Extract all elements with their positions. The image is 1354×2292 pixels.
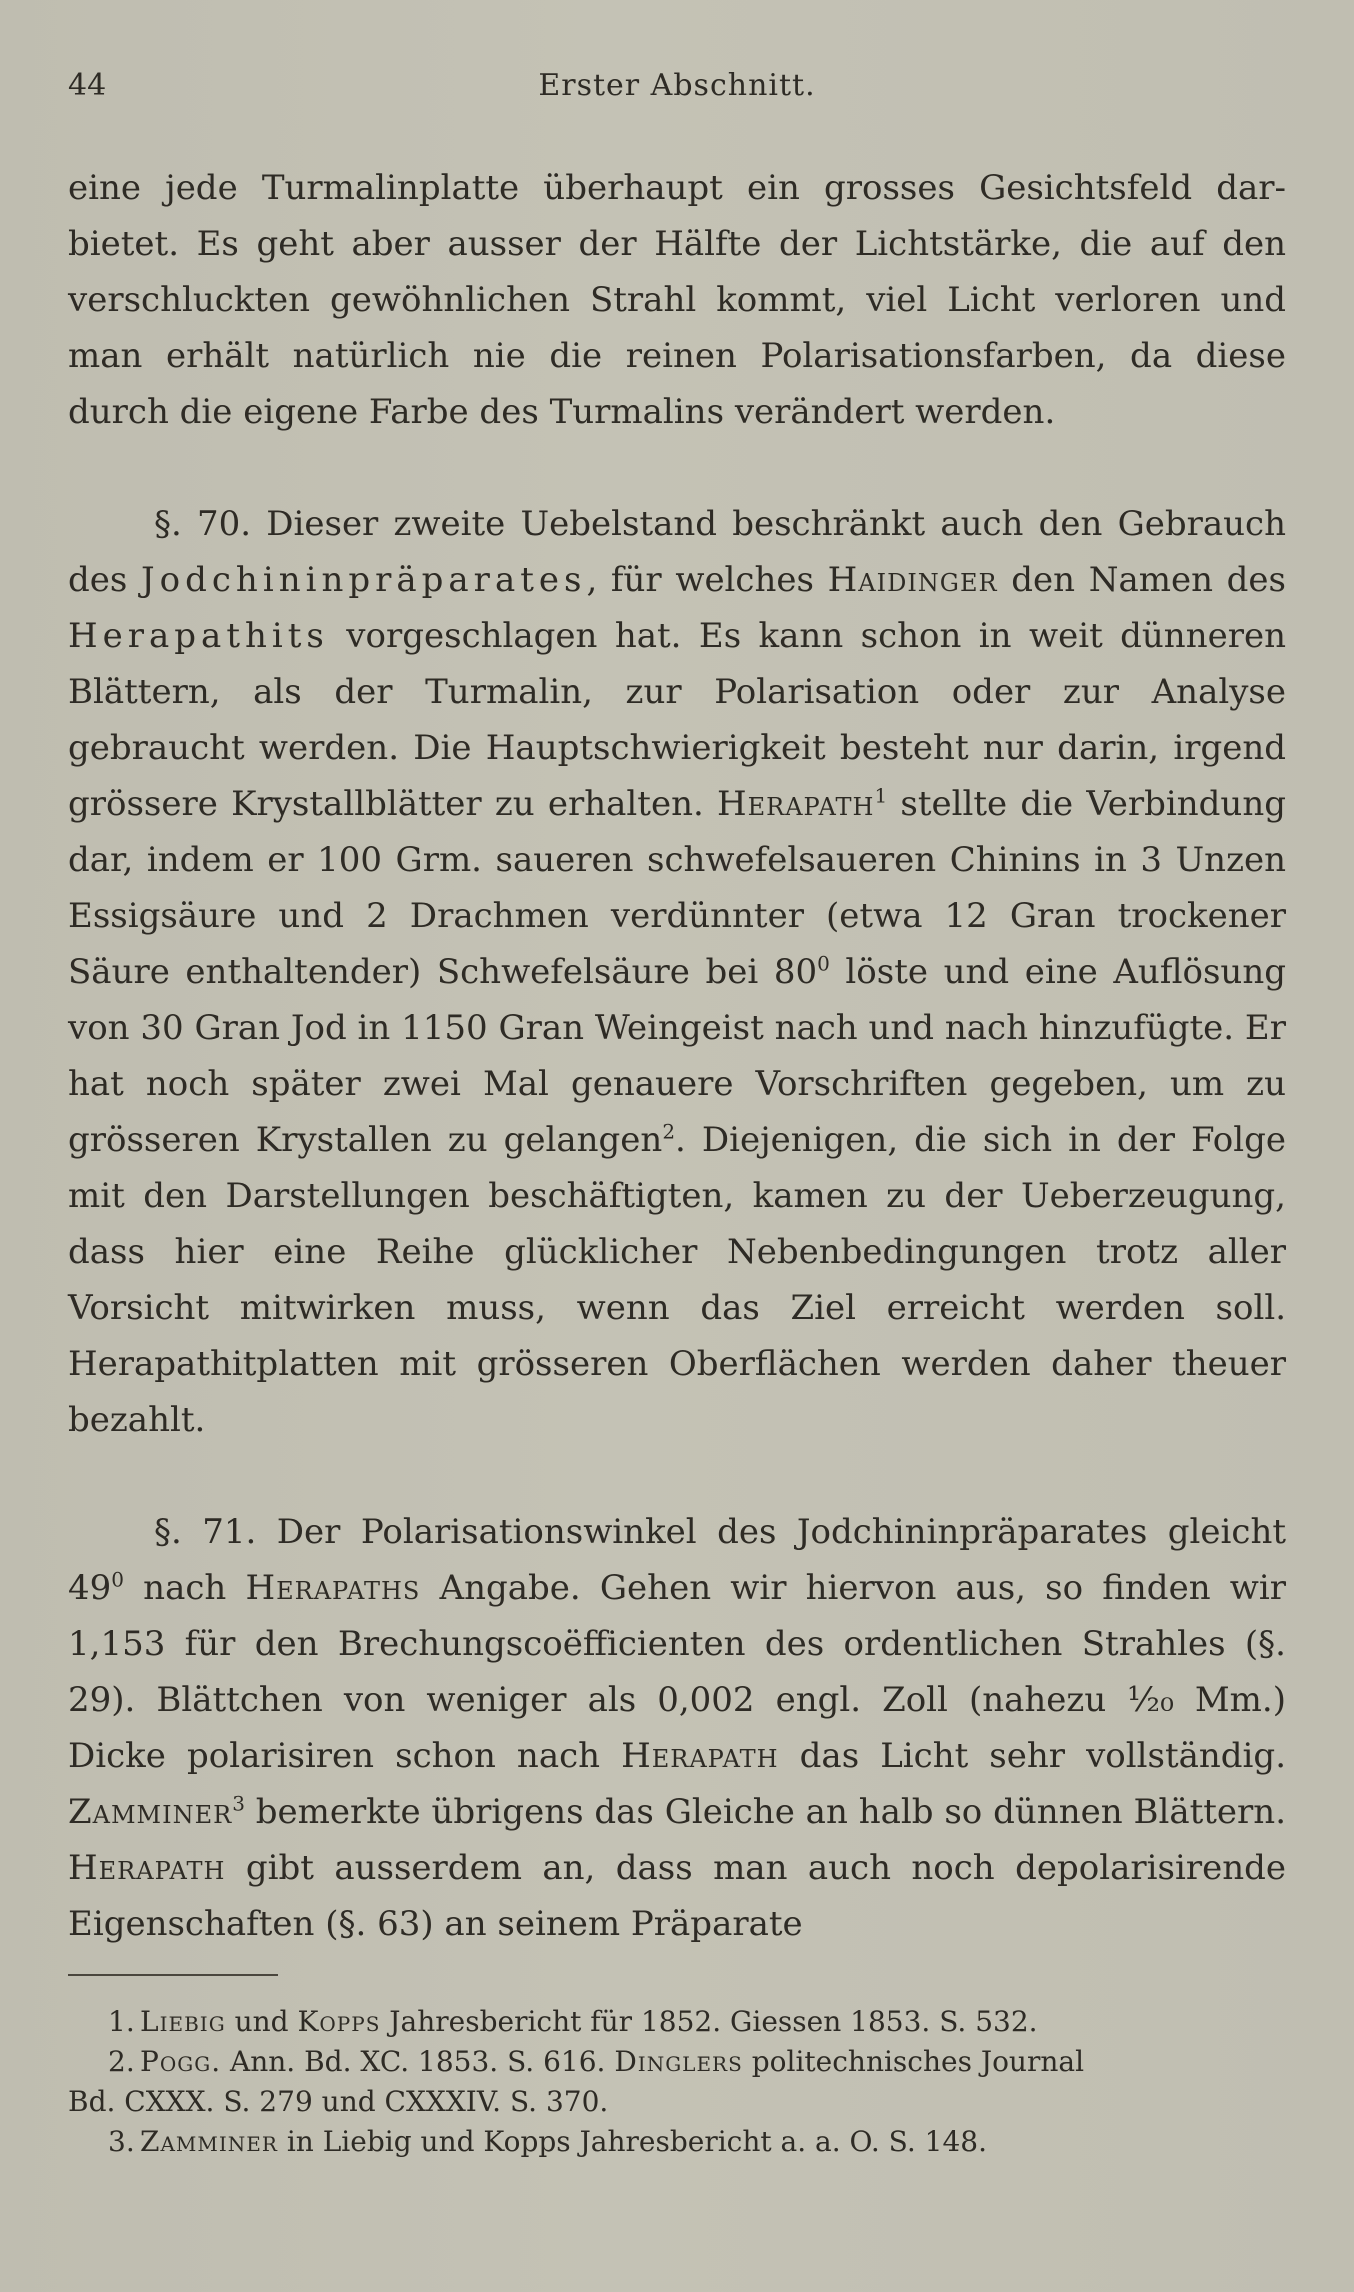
fraction: ¹⁄₂₀ xyxy=(1127,1680,1174,1720)
author-name: Herapath xyxy=(68,1848,226,1888)
paragraph-section-70: §. 70. Dieser zweite Uebelstand beschränkt auch den Gebrauch des Jodchininpräparates, für welches Haidinger den Namen des Herapathits vorgeschlagen hat. Es kann schon in weit dünneren Blättern, als der Turmalin, zur Polarisation oder zur Analyse gebraucht werden. Die Hauptschwierigkeit besteht nur darin, irgend grössere Krystallblätter zu erhalten. Herapath$^1$ stellte die Verbindung dar, indem er 100 Grm. saueren schwefelsaueren Chinins in 3 Unzen Essigsäure und 2 Drachmen verdünnter (etwa 12 Gran trockener Säure enthaltender) Schwefelsäure bei $80^0$ löste und eine Auflösung von 30 Gran Jod in 1150 Gran Weingeist nach und nach hinzufügte. Er hat noch später zwei Mal genauere Vorschriften gegeben, um zu grösseren Krystallen zu gelangen$^2$. Diejenigen, die sich in der Folge mit den Darstellungen beschäftigten, kamen zu der Ueberzeugung, dass hier eine Reihe glücklicher Nebenbedingungen trotz aller Vorsicht mitwirken muss, wenn das Ziel erreicht werden soll. Herapathitplatten mit grösseren Oberflächen werden daher theuer bezahlt. xyxy=(68,504,1287,1440)
body-text xyxy=(68,160,1286,1952)
footnotes xyxy=(68,2002,1286,2162)
footnote-ref[interactable]: 1 xyxy=(874,783,888,808)
footnote-ref[interactable]: 3 xyxy=(232,1791,245,1816)
footnote-2-continuation: Bd. CXXX. S. 279 und CXXXIV. S. 370. xyxy=(68,2085,609,2118)
paragraph-continuation: eine jede Turmalinplatte überhaupt ein grosses Gesichtsfeld darbietet. Es geht aber ausser der Hälfte der Lichtstärke, die auf den verschluckten gewöhnlichen Strahl kommt, viel Licht verloren und man erhält natürlich nie die reinen Polarisationsfarben, da diese durch die eigene Farbe des Turmalins verändert werden. xyxy=(68,168,1286,432)
author-name: Herapaths xyxy=(245,1568,421,1608)
footnote-2: 2. Pogg. Ann. Bd. XC. 1853. S. 616. Dinglers politechnisches Journal xyxy=(108,2045,1085,2078)
author-name: Herapath xyxy=(716,784,875,824)
footnote-ref[interactable]: 2 xyxy=(662,1119,676,1144)
footnote-1: 1. Liebig und Kopps Jahresbericht für 1852. Giessen 1853. S. 532. xyxy=(108,2005,1038,2038)
paragraph-section-71: §. 71. Der Polarisationswinkel des Jodchininpräparates gleicht $49^0$ nach Herapaths Angabe. Gehen wir hiervon aus, so finden wir 1,153 für den Brechungscoëfficienten des ordentlichen Strahles (§. 29). Blättchen von weniger als 0,002 engl. Zoll (nahezu ¹⁄₂₀ Mm.) Dicke polarisiren schon nach Herapath das Licht sehr vollständig. Zamminer$^3$ bemerkte übrigens das Gleiche an halb so dünnen Blättern. Herapath gibt ausserdem an, dass man auch noch depolarisirende Eigenschaften (§. 63) an seinem Präparate xyxy=(68,1512,1287,1944)
author-name: Haidinger xyxy=(827,560,998,600)
page-header xyxy=(68,68,1286,114)
degree-mark: 0 xyxy=(817,951,830,976)
section-number: §. 70. xyxy=(154,504,252,544)
author-name: Herapath xyxy=(621,1736,779,1776)
page-number: 44 xyxy=(68,68,107,103)
spaced-term: Jodchininpräparates xyxy=(141,560,587,600)
running-title: Erster Abschnitt. xyxy=(538,68,816,103)
footnote-3: 3. Zamminer in Liebig und Kopps Jahresbericht a. a. O. S. 148. xyxy=(108,2125,987,2158)
degree-mark: 0 xyxy=(111,1567,124,1592)
section-number: §. 71. xyxy=(154,1512,257,1552)
author-name: Zamminer xyxy=(68,1792,233,1832)
footnote-divider xyxy=(68,1974,278,1976)
spaced-term: Herapathits xyxy=(68,616,329,656)
